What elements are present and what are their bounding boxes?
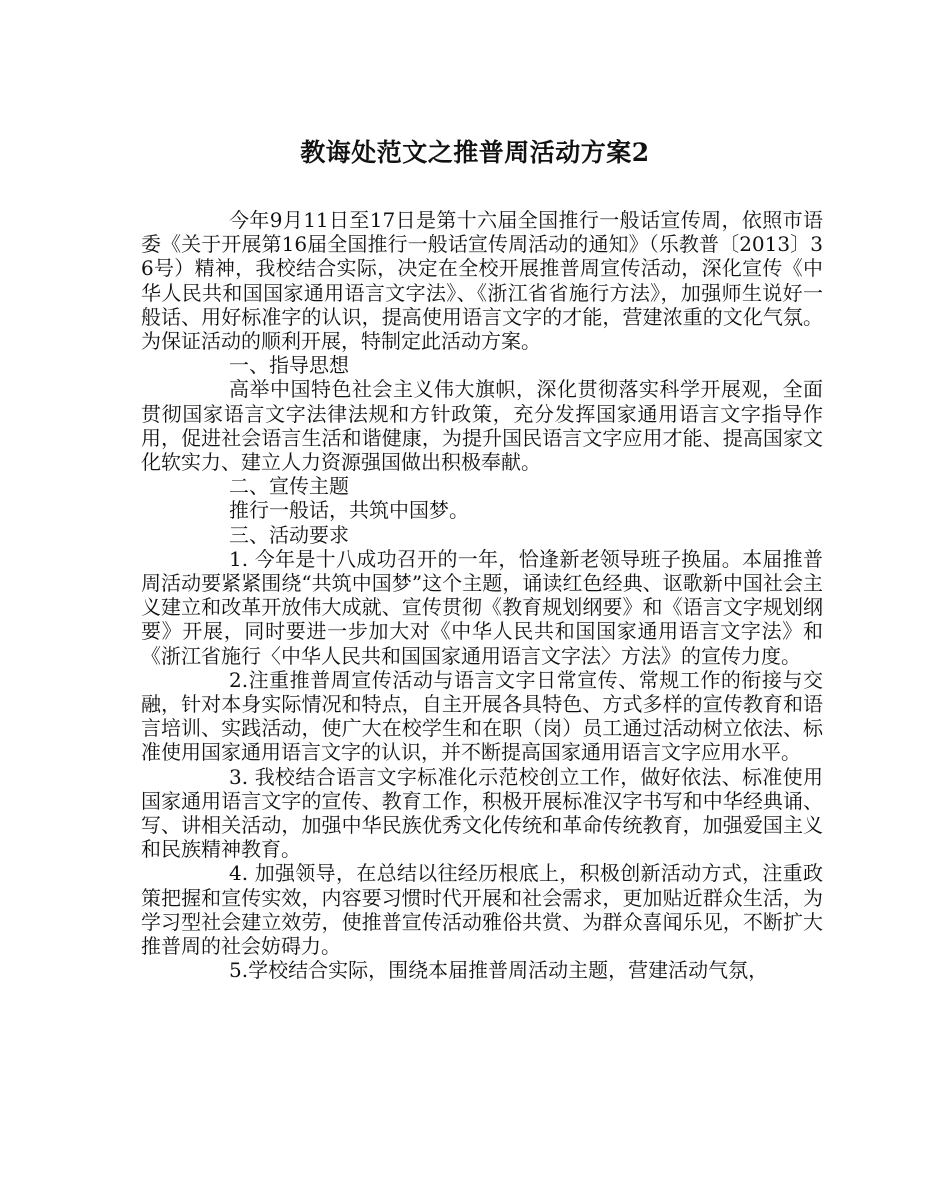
document-title: 教诲处范文之推普周活动方案2 (300, 138, 650, 167)
guiding-thought-paragraph: 高举中国特色社会主义伟大旗帜，深化贯彻落实科学开展观，全面贯彻国家语言文字法律法规和方针政策，充分发挥国家通用语言文字指导作用，促进社会语言生活和谐健康，为提升国民语言文字应用才能、提高国家文化软实力、建立人力资源强国做出积极奉献。 (141, 377, 823, 475)
section-heading-guiding-thought: 一、指导思想 (229, 353, 349, 378)
document-body (141, 208, 823, 983)
intro-paragraph: 今年9月11日至17日是第十六届全国推行一般话宣传周，依照市语委《关于开展第16届全国推行一般话宣传周活动的通知》（乐教普〔2013〕36号）精神，我校结合实际，决定在全校开展推普周宣传活动，深化宣传《中华人民共和国国家通用语言文字法》、《浙江省省施行方法》，加强师生说好一般话、用好标准字的认识，提高使用语言文字的才能，营建浓重的文化气氛。为保证活动的顺利开展，特制定此活动方案。 (141, 208, 823, 354)
requirement-item: 4. 加强领导，在总结以往经历根底上，积极创新活动方式，注重政策把握和宣传实效，内容要习惯时代开展和社会需求，更加贴近群众生活，为学习型社会建立效劳，使推普宣传活动雅俗共赏、为群众喜闻乐见，不断扩大推普周的社会妨碍力。 (141, 861, 823, 959)
theme-paragraph: 推行一般话，共筑中国梦。 (229, 498, 469, 523)
requirement-item: 1. 今年是十八成功召开的一年，恰逢新老领导班子换届。本届推普周活动要紧紧围绕“共筑中国梦”这个主题，诵读红色经典、讴歌新中国社会主义建立和改革开放伟大成就、宣传贯彻《教育规划纲要》和《语言文字规划纲要》开展，同时要进一步加大对《中华人民共和国国家通用语言文字法》和《浙江省施行〈中华人民共和国国家通用语言文字法〉方法》的宣传力度。 (141, 546, 823, 668)
section-heading-theme: 二、宣传主题 (229, 474, 349, 499)
requirement-item: 2.注重推普周宣传活动与语言文字日常宣传、常规工作的衔接与交融，针对本身实际情况和特点，自主开展各具特色、方式多样的宣传教育和语言培训、实践活动，使广大在校学生和在职（岗）员工通过活动树立依法、标准使用国家通用语言文字的认识，并不断提高国家通用语言文字应用水平。 (141, 667, 823, 765)
section-heading-requirements: 三、活动要求 (229, 522, 349, 547)
requirement-item: 3. 我校结合语言文字标准化示范校创立工作，做好依法、标准使用国家通用语言文字的宣传、教育工作，积极开展标准汉字书写和中华经典诵、写、讲相关活动，加强中华民族优秀文化传统和革命传统教育，加强爱国主义和民族精神教育。 (141, 764, 823, 862)
requirement-item: 5.学校结合实际，围绕本届推普周活动主题，营建活动气氛， (229, 958, 769, 983)
